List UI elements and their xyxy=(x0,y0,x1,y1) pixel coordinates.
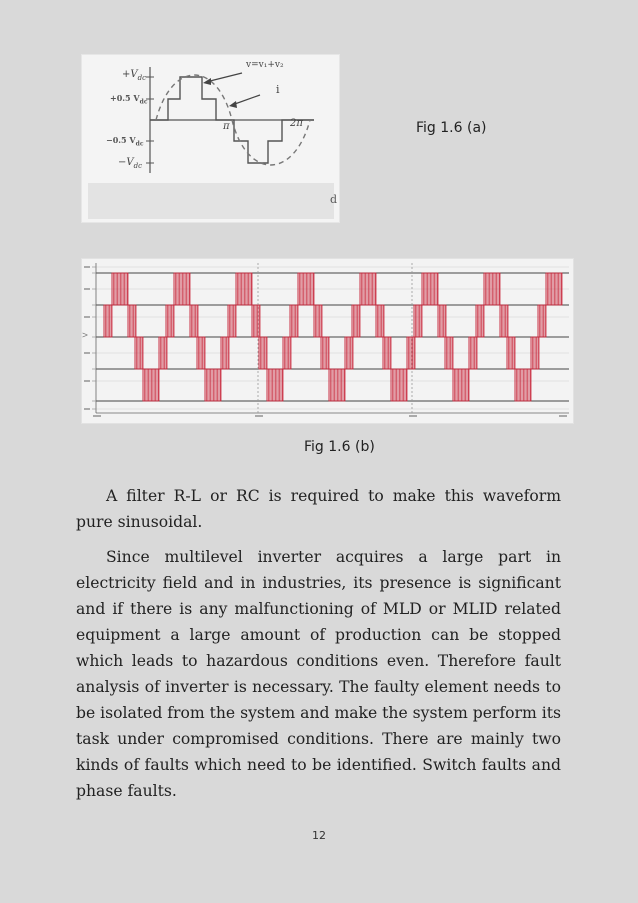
label-minus-vdc-sub: dc xyxy=(133,162,143,170)
page-number: 12 xyxy=(312,829,326,842)
figure-b-ylabel: V xyxy=(81,332,90,338)
paragraph-filter xyxy=(76,483,561,535)
fig-a-arrowhead xyxy=(229,101,237,108)
paragraph-fault-analysis xyxy=(76,544,561,804)
label-plus-vdc-sub: dc xyxy=(137,74,147,82)
figure-a-caption: Fig 1.6 (a) xyxy=(416,120,487,136)
label-current: i xyxy=(276,83,280,96)
label-minus-vdc xyxy=(118,157,142,170)
label-plus-half-vdc-text: +0.5 V xyxy=(110,93,140,103)
y-tick-label xyxy=(84,316,90,318)
y-tick-label xyxy=(84,266,90,268)
label-minus-half-vdc-sub: dc xyxy=(135,140,144,148)
label-minus-half-vdc xyxy=(106,135,143,148)
figure-b-caption: Fig 1.6 (b) xyxy=(304,439,375,455)
label-pi: π xyxy=(223,121,230,132)
label-minus-half-vdc-text: −0.5 V xyxy=(106,135,136,145)
label-minus-vdc-text: −V xyxy=(118,157,134,168)
label-stray: d xyxy=(330,193,338,206)
label-plus-vdc xyxy=(122,69,146,82)
x-tick-label xyxy=(409,415,417,417)
label-plus-vdc-text: +V xyxy=(122,69,138,80)
figure-b-waveform xyxy=(82,259,573,423)
label-plus-half-vdc-sub: dc xyxy=(139,98,148,106)
label-plus-half-vdc xyxy=(110,93,147,106)
figure-a-image xyxy=(81,54,340,223)
figure-b-image xyxy=(81,258,574,424)
label-voltage-sum: v=v₁+v₂ xyxy=(246,60,284,70)
y-tick-label xyxy=(84,288,90,290)
x-tick-label xyxy=(559,415,567,417)
y-tick-label xyxy=(84,408,90,410)
paragraph-filter-text: A filter R-L or RC is required to make this waveform pure sinusoidal. xyxy=(76,487,561,531)
y-tick-label xyxy=(84,352,90,354)
label-two-pi: 2π xyxy=(290,118,303,129)
y-tick-label xyxy=(84,380,90,382)
x-tick-label xyxy=(255,415,263,417)
paragraph-fault-analysis-text: Since multilevel inverter acquires a large part in electricity field and in industries, its presence is significant and if there is any malfunctioning of MLD or MLID related equipment a large amount of production can be stopped which leads to hazardous conditions even. Therefore fault analysis of inverter is necessary. The faulty element needs to be isolated from the system and make the system perform its task under compromised conditions. There are mainly two kinds of faults which need to be identified. Switch faults and phase faults. xyxy=(76,548,561,800)
x-tick-label xyxy=(93,415,101,417)
fig-a-arrow-voltage xyxy=(206,73,242,82)
